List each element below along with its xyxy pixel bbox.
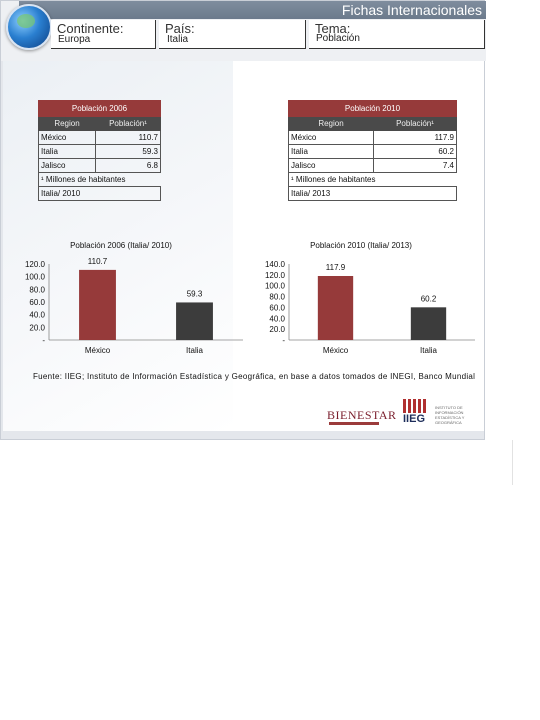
region-cell: Italia	[39, 145, 96, 159]
value-cell: 110.7	[96, 131, 161, 145]
table-row	[39, 159, 161, 173]
x-tick-label: México	[322, 346, 349, 355]
table-note: ¹ Millones de habitantes	[39, 173, 161, 187]
table-source: Italia/ 2010	[39, 187, 161, 201]
y-tick-label: 120.0	[24, 260, 45, 269]
column-header-region: Region	[39, 117, 96, 131]
data-label: 59.3	[186, 289, 203, 299]
y-tick-label: 140.0	[264, 260, 285, 269]
globe-icon	[6, 4, 52, 50]
y-tick-label: 40.0	[29, 310, 45, 320]
source-note: Fuente: IIEG; Instituto de Información Estadística y Geográfica, en base a datos tomados de INEGI, Banco Mundial	[33, 372, 476, 381]
data-label: 60.2	[420, 294, 437, 304]
bar	[79, 270, 116, 340]
chart-title: Población 2006 (Italia/ 2010)	[70, 241, 172, 250]
y-tick-label: 100.0	[264, 281, 285, 291]
continent-value: Europa	[58, 34, 91, 45]
country-value: Italia	[167, 34, 189, 45]
column-header-population: Población¹	[374, 117, 457, 131]
bar	[318, 276, 353, 340]
region-cell: Jalisco	[289, 159, 374, 173]
table-title: Población 2006	[39, 101, 161, 117]
y-tick-label: 80.0	[29, 285, 45, 295]
value-cell: 117.9	[374, 131, 457, 145]
table-row	[289, 131, 457, 145]
header	[1, 1, 486, 61]
y-tick-label: 40.0	[269, 314, 285, 324]
bienestar-logo	[323, 402, 397, 428]
region-cell: Italia	[289, 145, 374, 159]
topic-label: Tema:	[315, 21, 351, 36]
title-bar	[19, 1, 486, 19]
x-tick-label: Italia	[420, 346, 437, 355]
iieg-logo	[401, 399, 435, 429]
column-header-region: Region	[289, 117, 374, 131]
bienestar-logo-text: BIENESTAR	[327, 408, 397, 422]
table-row	[289, 145, 457, 159]
topic-value: Población	[316, 33, 360, 44]
x-tick-label: México	[84, 346, 111, 355]
logo-underline	[329, 422, 379, 425]
y-tick-label: 120.0	[264, 270, 285, 280]
value-cell: 59.3	[96, 145, 161, 159]
x-tick-label: Italia	[186, 346, 203, 355]
y-tick-label: 20.0	[29, 323, 45, 333]
continent-field	[51, 20, 156, 49]
data-label: 110.7	[87, 256, 108, 266]
region-cell: México	[289, 131, 374, 145]
table-row	[39, 145, 161, 159]
bar	[411, 307, 446, 340]
table-title: Población 2010	[289, 101, 457, 117]
page-edge-line	[512, 440, 513, 485]
table-row	[289, 159, 457, 173]
continent-label: Continente:	[57, 21, 124, 36]
table-row	[39, 131, 161, 145]
population-table-2006	[38, 100, 161, 201]
y-tick-label: 20.0	[269, 325, 285, 335]
column-header-population: Población¹	[96, 117, 161, 131]
region-cell: México	[39, 131, 96, 145]
population-table-2010	[288, 100, 457, 201]
app-title: Fichas Internacionales	[341, 2, 482, 18]
country-field	[159, 20, 306, 49]
chart-title: Población 2010 (Italia/ 2013)	[310, 241, 412, 250]
iieg-logo-text: IIEG	[403, 413, 426, 425]
region-cell: Jalisco	[39, 159, 96, 173]
y-tick-label: 80.0	[269, 292, 285, 302]
value-cell: 7.4	[374, 159, 457, 173]
table-note: ¹ Millones de habitantes	[289, 173, 457, 187]
table-source: Italia/ 2013	[289, 187, 457, 201]
y-tick-label: -	[282, 336, 285, 345]
y-tick-label: 60.0	[29, 298, 45, 307]
bar	[176, 302, 213, 340]
topic-field	[309, 20, 485, 49]
bar-chart-2006	[21, 236, 249, 366]
value-cell: 6.8	[96, 159, 161, 173]
data-label: 117.9	[325, 262, 346, 272]
bar-chart-2010	[261, 236, 481, 366]
y-tick-label: -	[42, 336, 45, 345]
iieg-caption: INSTITUTO DE INFORMACIÓN ESTADÍSTICA Y GEOGRÁFICA	[435, 405, 465, 425]
y-tick-label: 100.0	[24, 272, 45, 282]
y-tick-label: 60.0	[269, 303, 285, 313]
country-label: País:	[165, 21, 195, 36]
iieg-logo-mark	[403, 399, 427, 413]
value-cell: 60.2	[374, 145, 457, 159]
